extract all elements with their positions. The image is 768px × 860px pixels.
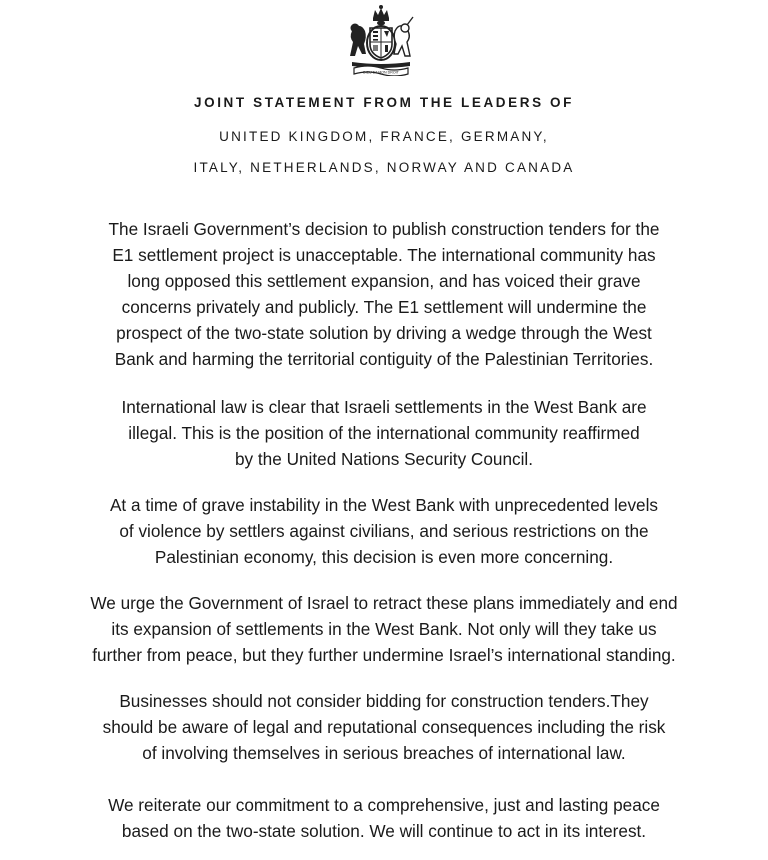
paragraph-line: prospect of the two-state solution by driving a wedge through the West [116, 323, 652, 343]
paragraph-3 [40, 492, 728, 570]
paragraph-line: E1 settlement project is unacceptable. The international community has [112, 245, 656, 265]
countries-line-1: UNITED KINGDOM, FRANCE, GERMANY, [219, 129, 549, 144]
paragraph-line: long opposed this settlement expansion, and has voiced their grave [127, 271, 641, 291]
svg-text:DIEU ET MON DROIT: DIEU ET MON DROIT [363, 70, 399, 75]
paragraph-line: should be aware of legal and reputational consequences including the risk [102, 717, 666, 737]
paragraph-line: Bank and harming the territorial contiguity of the Palestinian Territories. [114, 349, 654, 369]
royal-coat-of-arms-icon [340, 4, 422, 76]
paragraph-line: Palestinian economy, this decision is even more concerning. [154, 547, 614, 567]
paragraph-line: concerns privately and publicly. The E1 settlement will undermine the [121, 297, 647, 317]
paragraph-line: based on the two-state solution. We will continue to act in its interest. [121, 821, 647, 841]
paragraph-line: The Israeli Government’s decision to publish construction tenders for the [108, 219, 660, 239]
paragraph-2 [40, 394, 728, 472]
paragraph-4 [40, 590, 728, 668]
paragraph-1 [40, 216, 728, 372]
paragraph-line: illegal. This is the position of the international community reaffirmed [128, 423, 640, 443]
countries-line-2: ITALY, NETHERLANDS, NORWAY AND CANADA [193, 160, 575, 175]
paragraph-line: its expansion of settlements in the West Bank. Not only will they take us [111, 619, 657, 639]
statement-title: JOINT STATEMENT FROM THE LEADERS OF [194, 95, 574, 110]
paragraph-line: International law is clear that Israeli settlements in the West Bank are [121, 397, 647, 417]
paragraph-6 [40, 792, 728, 844]
paragraph-line: by the United Nations Security Council. [234, 449, 534, 469]
paragraph-line: of violence by settlers against civilians, and serious restrictions on the [119, 521, 649, 541]
paragraph-line: At a time of grave instability in the West Bank with unprecedented levels [109, 495, 659, 515]
paragraph-line: We urge the Government of Israel to retract these plans immediately and end [90, 593, 678, 613]
paragraph-line: of involving themselves in serious breaches of international law. [142, 743, 626, 763]
paragraph-5 [40, 688, 728, 766]
paragraph-line: Businesses should not consider bidding for construction tenders.They [119, 691, 649, 711]
paragraph-line: further from peace, but they further undermine Israel’s international standing. [92, 645, 676, 665]
paragraph-line: We reiterate our commitment to a comprehensive, just and lasting peace [108, 795, 660, 815]
